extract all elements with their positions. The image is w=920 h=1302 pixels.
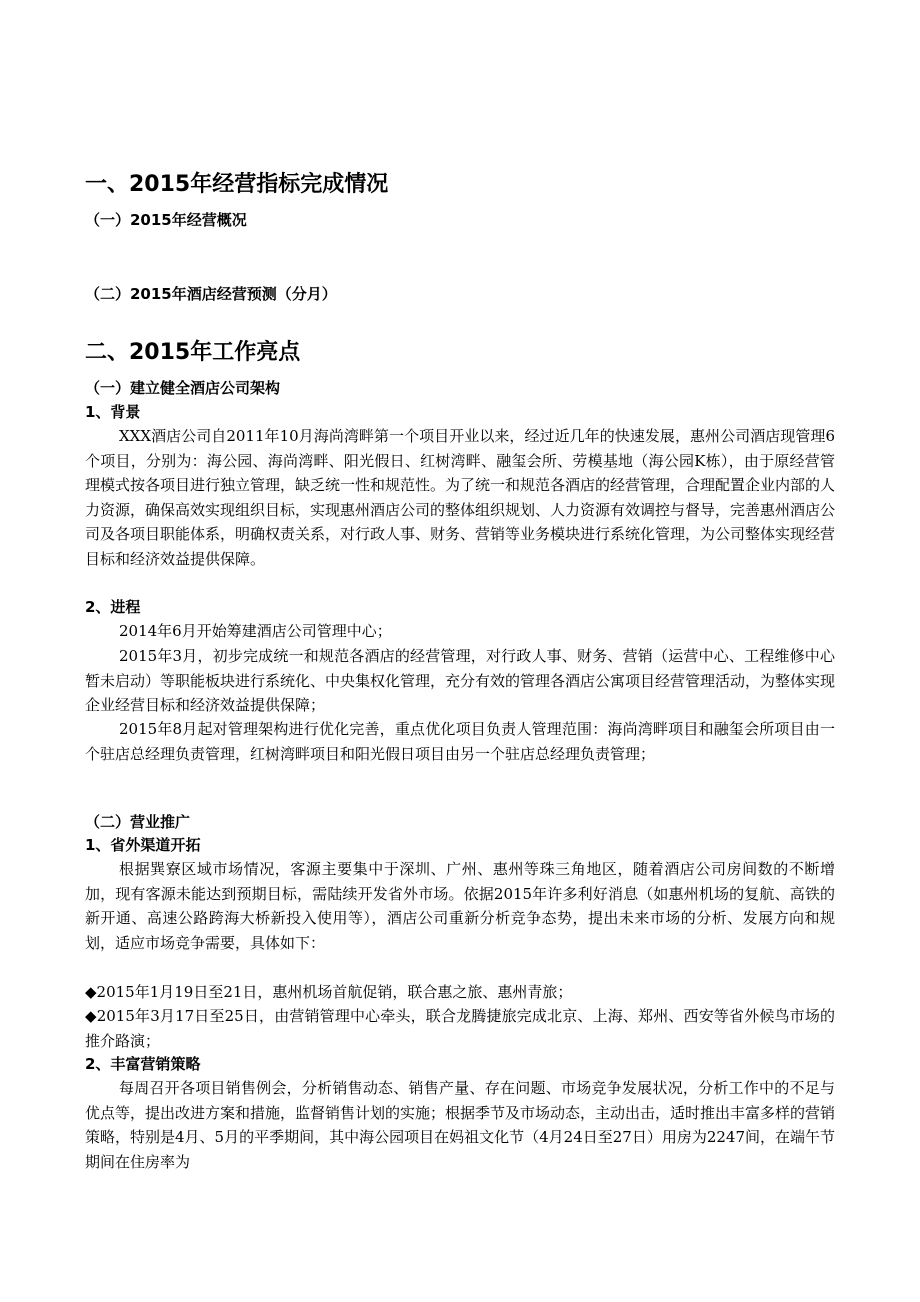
progress-paragraph-1: 2014年6月开始筹建酒店公司管理中心； [119,622,392,640]
background-title: 1、背景 [85,403,141,421]
channel-title: 1、省外渠道开拓 [85,836,201,854]
progress-paragraph-2: 2015年3月，初步完成统一和规范各酒店的经营管理，对行政人事、财务、营销（运营中心、工程维修中心暂未启动）等职能板块进行系统化、中央集权化管理，充分有效的管理各酒店公寓项目经营管理活动，为整体实现企业经营目标和经济效益提供保障； [85,647,836,714]
part-2-title: （二）营业推广 [85,813,191,831]
section-1-title: 一、2015年经营指标完成情况 [85,172,389,197]
channel-bullet-1: ◆2015年1月19日至21日，惠州机场首航促销，联合惠之旅、惠州青旅； [85,983,573,1001]
section-1-sub-2: （二）2015年酒店经营预测（分月） [85,285,337,303]
progress-paragraph-3: 2015年8月起对管理架构进行优化完善，重点优化项目负责人管理范围：海尚湾畔项目和融玺会所项目由一个驻店总经理负责管理，红树湾畔项目和阳光假日项目由另一个驻店总经理负责管理； [85,720,835,763]
section-1-sub-1: （一）2015年经营概况 [85,211,247,229]
strategy-paragraph: 每周召开各项目销售例会，分析销售动态、销售产量、存在问题、市场竞争发展状况，分析工作中的不足与优点等，提出改进方案和措施，监督销售计划的实施；根据季节及市场动态，主动出击，适时推出丰富多样的营销策略，特别是4月、5月的平季期间，其中海公园项目在妈祖文化节（4月24日至27日）用房为2247间，在端午节期间在住房率为 [85,1079,836,1171]
progress-title: 2、进程 [85,598,141,616]
channel-paragraph: 根据巽寮区域市场情况，客源主要集中于深圳、广州、惠州等珠三角地区，随着酒店公司房间数的不断增加，现有客源未能达到预期目标，需陆续开发省外市场。依据2015年许多利好消息（如惠州机场的复航、高铁的新开通、高速公路跨海大桥新投入使用等），酒店公司重新分析竞争态势，提出未来市场的分析、发展方向和规划，适应市场竞争需要，具体如下： [85,860,835,952]
channel-bullet-2: ◆2015年3月17日至25日，由营销管理中心牵头，联合龙腾捷旅完成北京、上海、郑州、西安等省外候鸟市场的推介路演； [85,1007,835,1050]
section-2-title: 二、2015年工作亮点 [85,340,301,365]
strategy-title: 2、丰富营销策略 [85,1055,201,1073]
part-1-title: （一）建立健全酒店公司架构 [85,379,281,397]
background-paragraph: XXX酒店公司自2011年10月海尚湾畔第一个项目开业以来，经过近几年的快速发展，惠州公司酒店现管理6个项目，分别为：海公园、海尚湾畔、阳光假日、红树湾畔、融玺会所、劳模基地（海公园K栋），由于原经营管理模式按各项目进行独立管理，缺乏统一性和规范性。为了统一和规范各酒店的经营管理，合理配置企业内部的人力资源，确保高效实现组织目标，实现惠州酒店公司的整体组织规划、人力资源有效调控与督导，完善惠州酒店公司及各项目职能体系，明确权责关系，对行政人事、财务、营销等业务模块进行系统化管理，为公司整体实现经营目标和经济效益提供保障。 [85,427,836,568]
